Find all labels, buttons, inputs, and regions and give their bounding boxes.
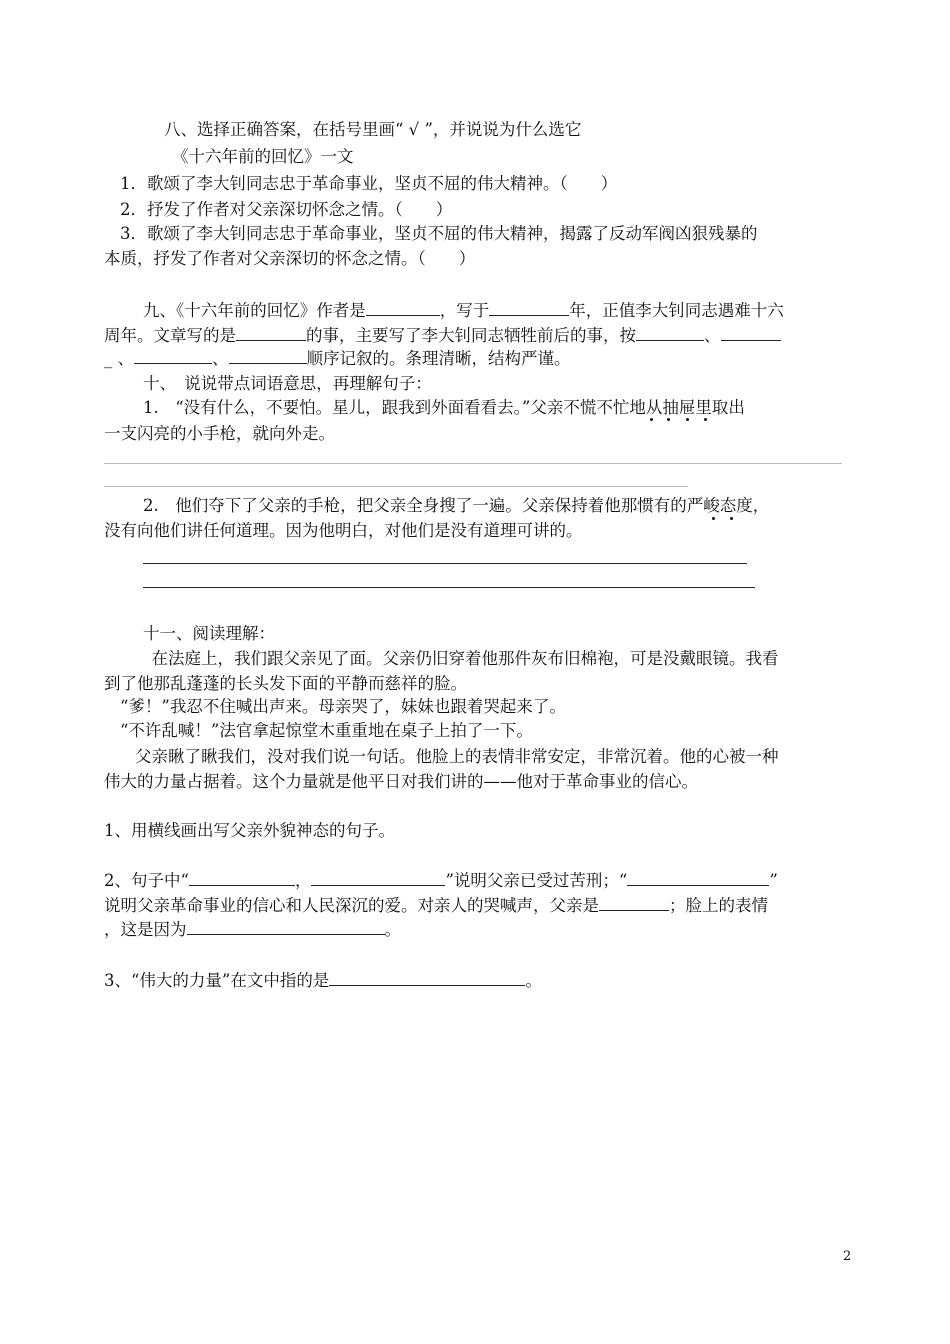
passage-line-1: 在法庭上，我们跟父亲见了面。父亲仍旧穿着他那件灰布旧棉袍，可是没戴眼镜。我看 [135,649,779,668]
section10-q1-line-2: 一支闪亮的小手枪，就向外走。 [104,424,335,443]
emphasis-dot [667,418,670,421]
reading-question-2-line-1: 2、句子中“ ， ”说明父亲已受过苦刑；“ ” [104,871,778,890]
section10-q2-line-2: 没有向他们讲任何道理。因为他明白，对他们是没有道理可讲的。 [104,521,583,540]
answer-line[interactable] [104,486,688,487]
author-blank[interactable] [366,299,440,316]
passage-line-4: “不许乱喊！”法官拿起惊堂木重重地在桌子上拍了一下。 [120,721,533,740]
order-blank-1[interactable] [636,324,704,341]
emphasis-dot [650,418,653,421]
section8-item-3-cont: 本质，抒发了作者对父亲深切的怀念之情。（ ） [104,249,476,268]
year-blank[interactable] [489,299,569,316]
emphasis-dot [730,517,733,520]
quote-blank-1[interactable] [189,869,295,886]
section8-item-3: 3．歌颂了李大钊同志忠于革命事业，坚贞不屈的伟大精神，揭露了反动军阀凶狠残暴的 [120,224,758,243]
section9-line-2: 周年。文章写的是 的事，主要写了李大钊同志牺牲前后的事，按 、 [104,324,781,347]
reading-question-3: 3、“伟大的力量”在文中指的是 。 [104,971,542,990]
page-number: 2 [843,1249,852,1264]
event-blank[interactable] [236,324,306,341]
quote-blank-2[interactable] [311,869,445,886]
section8-heading: 八、选择正确答案，在括号里画“ √ ”，并说说为什么选它 [164,120,582,139]
passage-line-6: 伟大的力量占据着。这个力量就是他平日对我们讲的——他对于革命事业的信心。 [104,772,698,791]
reading-question-2-line-3: ，这是因为 。 [104,920,401,939]
section8-subheading: 《十六年前的回忆》一文 [172,147,354,166]
order-blank-2[interactable] [721,324,781,341]
section11-heading: 十一、阅读理解： [143,624,275,643]
section9-line-3: _ 、 、 顺序记叙的。条理清晰，结构严谨。 [104,349,571,368]
passage-line-3: “爹！”我忍不住喊出声来。母亲哭了，妹妹也跟着哭起来了。 [120,697,566,716]
answer-line[interactable] [104,463,842,464]
reason-blank[interactable] [187,918,385,935]
reading-question-1: 1、用横线画出写父亲外貌神态的句子。 [104,821,395,840]
passage-line-5: 父亲瞅了瞅我们，没对我们说一句话。他脸上的表情非常安定，非常沉着。他的心被一种 [135,747,779,766]
order-blank-4[interactable] [229,347,307,364]
attitude-blank[interactable] [599,894,669,911]
section9-line-1: 九、《十六年前的回忆》作者是 ，写于 年，正值李大钊同志遇难十六 [143,301,784,320]
answer-line[interactable] [143,563,747,564]
section8-item-2: 2．抒发了作者对父亲深切怀念之情。（ ） [120,200,453,219]
order-blank-3[interactable] [134,347,212,364]
section10-q1-line-1: 1. “没有什么，不要怕。星儿，跟我到外面看看去。”父亲不慌不忙地从抽屉里取出 [143,398,745,417]
emphasis-dot [686,418,689,421]
answer-line[interactable] [143,587,755,588]
power-blank[interactable] [329,969,525,986]
emphasis-dot [712,517,715,520]
section10-heading: 十、 说说带点词语意思，再理解句子： [143,374,432,393]
section8-item-1: 1．歌颂了李大钊同志忠于革命事业，坚贞不屈的伟大精神。（ ） [120,174,618,193]
quote-blank-3[interactable] [627,869,769,886]
section10-q2-line-1: 2. 他们夺下了父亲的手枪，把父亲全身搜了一遍。父亲保持着他那惯有的严峻态度， [143,496,770,515]
reading-question-2-line-2: 说明父亲革命事业的信心和人民深沉的爱。对亲人的哭喊声，父亲是 ；脸上的表情 [104,896,768,915]
emphasis-dot [704,418,707,421]
passage-line-2: 到了他那乱蓬蓬的长头发下面的平静而慈祥的脸。 [104,674,467,693]
